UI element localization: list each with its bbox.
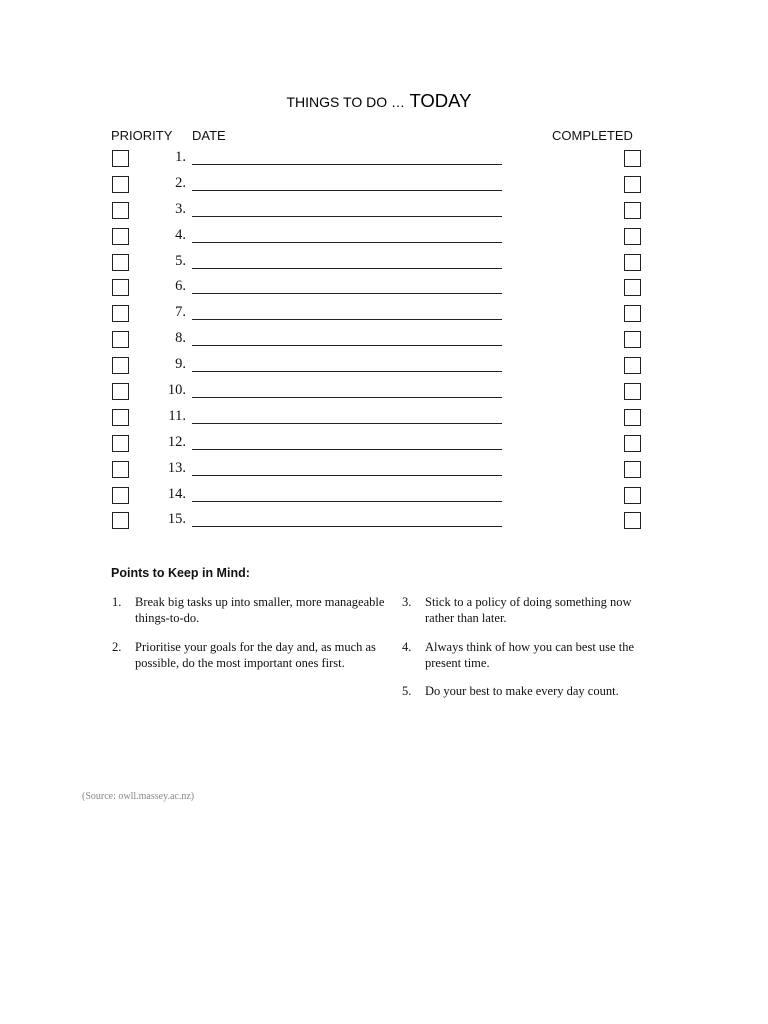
point-text: Stick to a policy of doing something now rather than later.: [425, 595, 632, 625]
completed-checkbox[interactable]: [624, 331, 641, 348]
point-text: Prioritise your goals for the day and, as much as possible, do the most important ones first.: [135, 640, 376, 670]
priority-checkbox[interactable]: [112, 357, 129, 374]
task-entry-line[interactable]: [192, 216, 502, 217]
task-row: [0, 302, 768, 328]
task-entry-line[interactable]: [192, 449, 502, 450]
task-row: [0, 173, 768, 199]
date-column-header: DATE: [192, 128, 226, 143]
priority-checkbox[interactable]: [112, 202, 129, 219]
task-number: 4.: [175, 226, 186, 243]
task-number: 2.: [175, 174, 186, 191]
completed-checkbox[interactable]: [624, 176, 641, 193]
point-number: 4.: [402, 640, 412, 654]
task-row: [0, 432, 768, 458]
completed-checkbox[interactable]: [624, 383, 641, 400]
task-number: 12.: [167, 433, 186, 450]
completed-checkbox[interactable]: [624, 487, 641, 504]
task-entry-line[interactable]: [192, 293, 502, 294]
task-number: 8.: [175, 330, 186, 347]
task-entry-line[interactable]: [192, 268, 502, 269]
priority-checkbox[interactable]: [112, 176, 129, 193]
task-entry-line[interactable]: [192, 345, 502, 346]
task-number: 15.: [167, 511, 186, 528]
task-row: [0, 251, 768, 277]
task-number: 3.: [175, 200, 186, 217]
completed-column-header: COMPLETED: [552, 128, 633, 143]
completed-checkbox[interactable]: [624, 254, 641, 271]
task-row: [0, 509, 768, 535]
task-entry-line[interactable]: [192, 319, 502, 320]
point-text: Break big tasks up into smaller, more manageable things-to-do.: [135, 595, 385, 625]
task-row: [0, 147, 768, 173]
completed-checkbox[interactable]: [624, 279, 641, 296]
completed-checkbox[interactable]: [624, 150, 641, 167]
task-entry-line[interactable]: [192, 371, 502, 372]
page-title: [0, 90, 758, 112]
priority-checkbox[interactable]: [112, 409, 129, 426]
task-entry-line[interactable]: [192, 423, 502, 424]
task-number: 7.: [175, 304, 186, 321]
priority-checkbox[interactable]: [112, 150, 129, 167]
priority-checkbox[interactable]: [112, 254, 129, 271]
completed-checkbox[interactable]: [624, 305, 641, 322]
task-list: [0, 147, 768, 535]
task-number: 10.: [167, 382, 186, 399]
task-row: [0, 199, 768, 225]
completed-checkbox[interactable]: [624, 228, 641, 245]
task-row: [0, 406, 768, 432]
point-number: 1.: [112, 595, 122, 609]
title-prefix: THINGS TO DO …: [286, 94, 405, 110]
task-row: [0, 276, 768, 302]
task-number: 5.: [175, 252, 186, 269]
task-entry-line[interactable]: [192, 501, 502, 502]
completed-checkbox[interactable]: [624, 461, 641, 478]
task-entry-line[interactable]: [192, 242, 502, 243]
task-row: [0, 225, 768, 251]
task-number: 11.: [168, 407, 186, 424]
task-number: 6.: [175, 278, 186, 295]
priority-checkbox[interactable]: [112, 228, 129, 245]
task-entry-line[interactable]: [192, 164, 502, 165]
priority-checkbox[interactable]: [112, 305, 129, 322]
task-entry-line[interactable]: [192, 190, 502, 191]
task-row: [0, 328, 768, 354]
task-number: 9.: [175, 356, 186, 373]
completed-checkbox[interactable]: [624, 512, 641, 529]
point-number: 5.: [402, 684, 412, 698]
priority-checkbox[interactable]: [112, 383, 129, 400]
priority-checkbox[interactable]: [112, 512, 129, 529]
task-entry-line[interactable]: [192, 526, 502, 527]
priority-column-header: PRIORITY: [111, 128, 173, 143]
priority-checkbox[interactable]: [112, 487, 129, 504]
task-number: 14.: [167, 485, 186, 502]
points-heading: Points to Keep in Mind:: [111, 566, 250, 580]
completed-checkbox[interactable]: [624, 202, 641, 219]
task-row: [0, 354, 768, 380]
priority-checkbox[interactable]: [112, 331, 129, 348]
title-emphasis: TODAY: [409, 90, 472, 111]
task-entry-line[interactable]: [192, 397, 502, 398]
priority-checkbox[interactable]: [112, 279, 129, 296]
completed-checkbox[interactable]: [624, 435, 641, 452]
source-citation: (Source: owll.massey.ac.nz): [82, 791, 195, 802]
priority-checkbox[interactable]: [112, 461, 129, 478]
task-row: [0, 458, 768, 484]
point-number: 2.: [112, 640, 122, 654]
point-number: 3.: [402, 595, 412, 609]
point-text: Always think of how you can best use the present time.: [425, 640, 634, 670]
priority-checkbox[interactable]: [112, 435, 129, 452]
task-number: 13.: [167, 459, 186, 476]
task-number: 1.: [175, 149, 186, 165]
task-row: [0, 484, 768, 510]
task-entry-line[interactable]: [192, 475, 502, 476]
task-row: [0, 380, 768, 406]
point-text: Do your best to make every day count.: [425, 684, 619, 698]
completed-checkbox[interactable]: [624, 357, 641, 374]
completed-checkbox[interactable]: [624, 409, 641, 426]
